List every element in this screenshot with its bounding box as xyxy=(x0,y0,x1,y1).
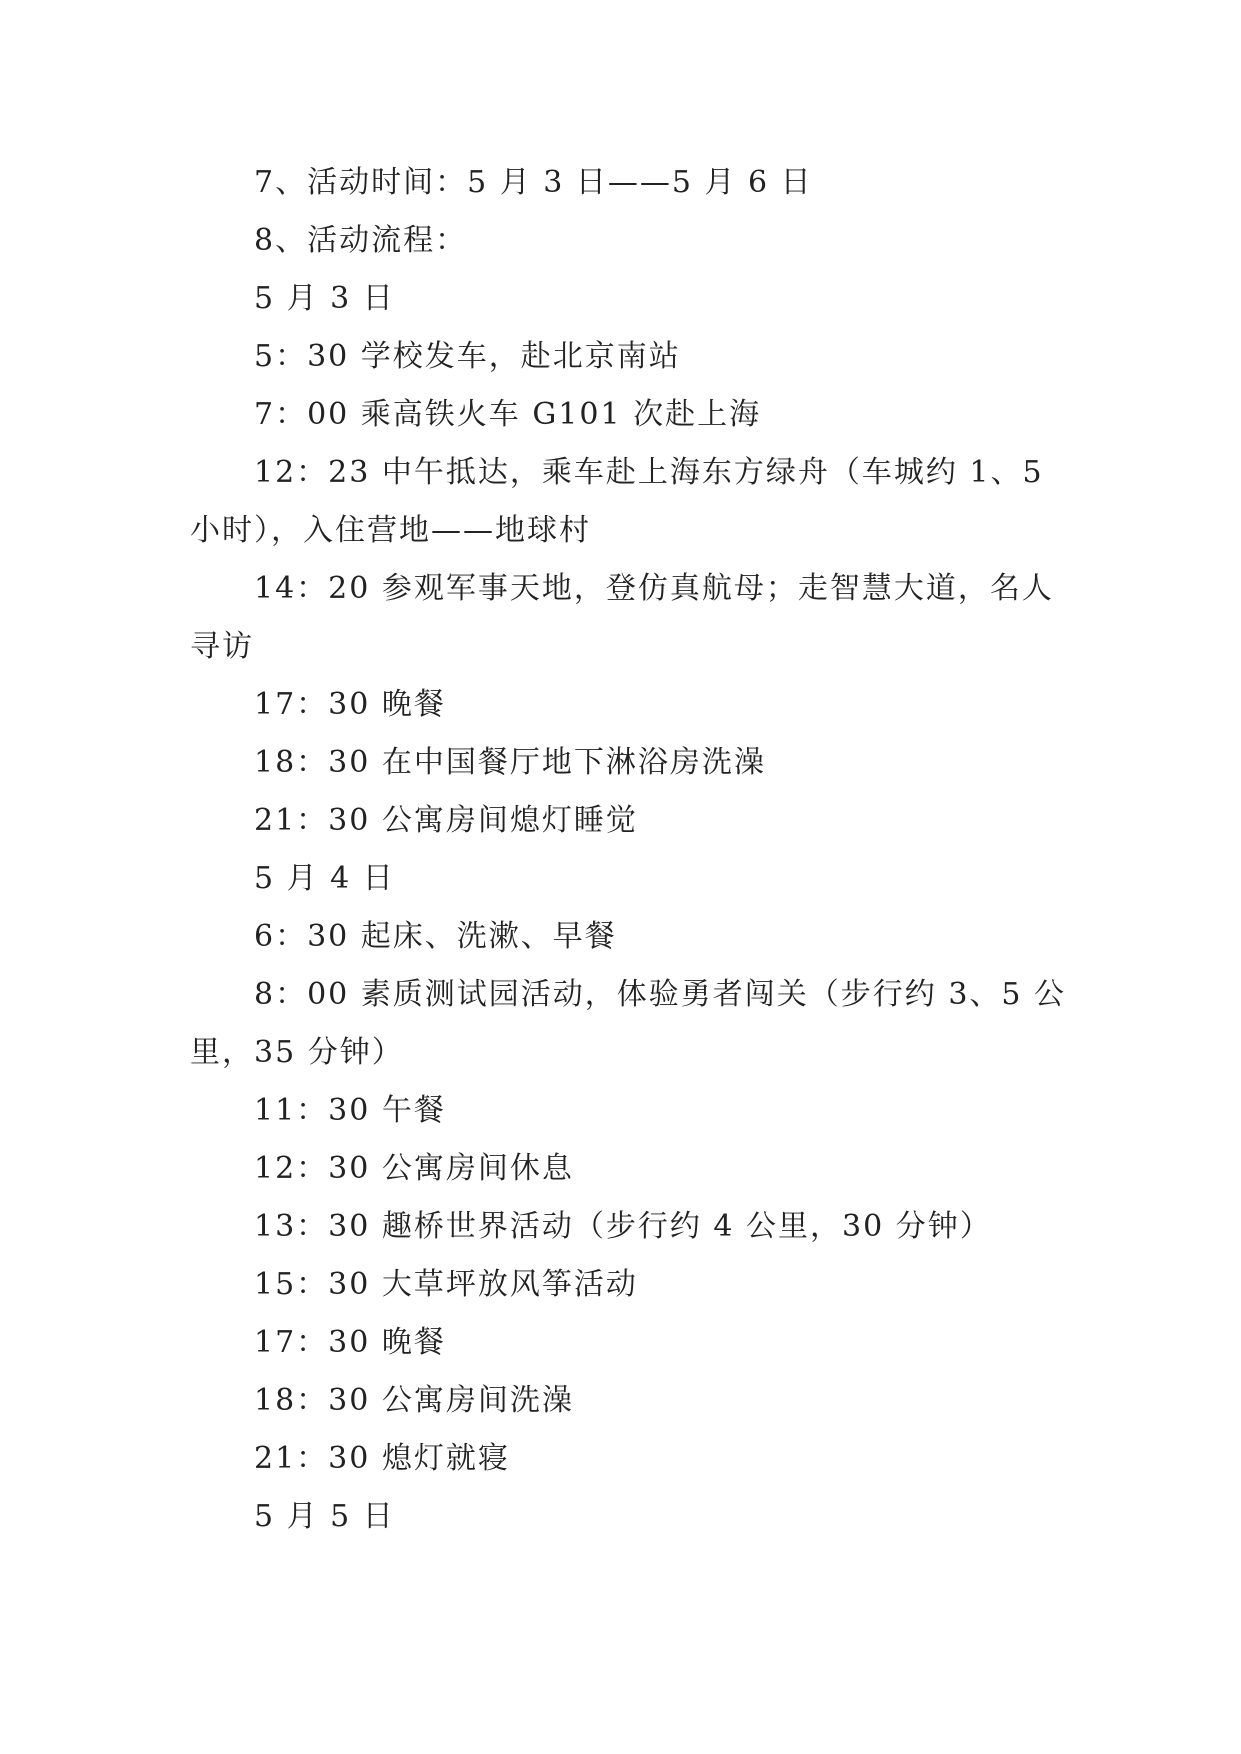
schedule-item-continuation: 小时），入住营地——地球村 xyxy=(190,513,591,548)
schedule-item: 21：30 公寓房间熄灯睡觉 xyxy=(254,803,638,838)
schedule-item-continuation: 里，35 分钟） xyxy=(190,1035,404,1070)
schedule-item: 13：30 趣桥世界活动（步行约 4 公里，30 分钟） xyxy=(254,1209,992,1244)
schedule-item-continuation: 寻访 xyxy=(190,629,254,664)
schedule-item: 17：30 晚餐 xyxy=(254,687,446,722)
activity-time-line: 7、活动时间：5 月 3 日——5 月 6 日 xyxy=(254,165,813,200)
schedule-item: 5：30 学校发车，赴北京南站 xyxy=(254,339,681,374)
schedule-item: 8：00 素质测试园活动，体验勇者闯关（步行约 3、5 公 xyxy=(254,977,1067,1012)
day-heading-may-5: 5 月 5 日 xyxy=(254,1499,395,1534)
schedule-item: 12：23 中午抵达，乘车赴上海东方绿舟（车城约 1、5 xyxy=(254,455,1044,490)
schedule-item: 7：00 乘高铁火车 G101 次赴上海 xyxy=(254,397,762,432)
schedule-item: 6：30 起床、洗漱、早餐 xyxy=(254,919,617,954)
schedule-item: 12：30 公寓房间休息 xyxy=(254,1151,574,1186)
schedule-item: 14：20 参观军事天地，登仿真航母；走智慧大道，名人 xyxy=(254,571,1054,606)
activity-flow-heading: 8、活动流程： xyxy=(254,223,468,258)
schedule-item: 11：30 午餐 xyxy=(254,1093,446,1128)
day-heading-may-3: 5 月 3 日 xyxy=(254,281,395,316)
day-heading-may-4: 5 月 4 日 xyxy=(254,861,395,896)
schedule-item: 17：30 晚餐 xyxy=(254,1325,446,1360)
schedule-item: 18：30 公寓房间洗澡 xyxy=(254,1383,574,1418)
document-body xyxy=(190,154,1067,1546)
schedule-item: 15：30 大草坪放风筝活动 xyxy=(254,1267,638,1302)
schedule-item: 21：30 熄灯就寝 xyxy=(254,1441,510,1476)
schedule-item: 18：30 在中国餐厅地下淋浴房洗澡 xyxy=(254,745,766,780)
